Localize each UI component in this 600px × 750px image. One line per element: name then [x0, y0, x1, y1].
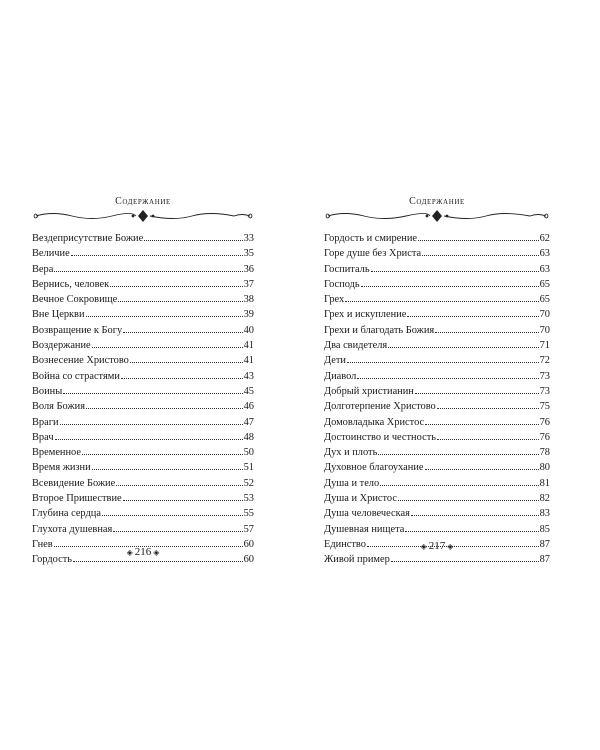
- toc-dot-leader: [123, 332, 242, 333]
- toc-dot-leader: [435, 332, 538, 333]
- folio-ornament-icon: ◈: [447, 542, 454, 551]
- toc-entry-page: 35: [243, 248, 254, 260]
- toc-entry-page: 70: [539, 324, 550, 336]
- toc-entry-page: 48: [243, 431, 254, 443]
- toc-entry-page: 65: [539, 294, 550, 306]
- toc-dot-leader: [82, 454, 243, 455]
- toc-entry-title: Дух и плоть: [324, 447, 378, 459]
- toc-entry-page: 38: [243, 294, 254, 306]
- toc-dot-leader: [425, 469, 539, 470]
- toc-dot-leader: [60, 424, 243, 425]
- toc-entry: [324, 384, 550, 399]
- toc-entry-title: Добрый христианин: [324, 385, 414, 397]
- toc-entry-page: 52: [243, 477, 254, 489]
- toc-entry-title: Враги: [32, 416, 59, 428]
- toc-dot-leader: [92, 347, 243, 348]
- toc-entry-title: Вознесение Христово: [32, 355, 129, 367]
- toc-dot-leader: [86, 408, 243, 409]
- toc-entry-page: 36: [243, 263, 254, 275]
- left-page: [32, 196, 254, 568]
- toc-entry-page: 76: [539, 431, 550, 443]
- toc-dot-leader: [54, 271, 242, 272]
- toc-dot-leader: [422, 255, 538, 256]
- toc-entry: [32, 277, 254, 292]
- toc-entry: [324, 277, 550, 292]
- toc-entry-page: 50: [243, 447, 254, 459]
- toc-dot-leader: [121, 378, 243, 379]
- toc-dot-leader: [380, 485, 538, 486]
- toc-dot-leader: [86, 316, 243, 317]
- toc-entry-title: Всевидение Божие: [32, 477, 116, 489]
- toc-entry: [32, 415, 254, 430]
- toc-entry-title: Грехи и благодать Божия: [324, 324, 435, 336]
- toc-entry: [32, 491, 254, 506]
- toc-entry-title: Душа человеческая: [324, 508, 410, 520]
- toc-entry: [32, 338, 254, 353]
- toc-entry: [32, 506, 254, 521]
- toc-entry: [32, 384, 254, 399]
- right-page: [324, 196, 550, 568]
- toc-entry: [32, 445, 254, 460]
- toc-entry: [324, 292, 550, 307]
- toc-entry-page: 62: [539, 233, 550, 244]
- toc-entry-title: Воля Божия: [32, 401, 85, 413]
- toc-entry-page: 63: [539, 248, 550, 260]
- toc-entry-page: 63: [539, 263, 550, 275]
- toc-entry: [324, 445, 550, 460]
- ornament-divider-left: [32, 209, 254, 223]
- toc-entry-title: Вернись, человек: [32, 278, 110, 290]
- toc-entry: [324, 353, 550, 368]
- toc-dot-leader: [347, 362, 539, 363]
- running-head-right: Содержание: [409, 196, 465, 207]
- toc-entry: [324, 323, 550, 338]
- toc-dot-leader: [55, 439, 243, 440]
- toc-dot-leader: [411, 515, 539, 516]
- page-number-left-value: 216: [134, 546, 152, 558]
- toc-list-left: [32, 231, 254, 568]
- toc-entry: [324, 506, 550, 521]
- toc-entry-title: Гордость: [32, 554, 72, 566]
- toc-entry-page: 72: [539, 355, 550, 367]
- toc-dot-leader: [118, 301, 242, 302]
- toc-dot-leader: [415, 393, 539, 394]
- toc-entry-page: 75: [539, 401, 550, 413]
- toc-entry-page: 82: [539, 493, 550, 505]
- toc-entry: [324, 246, 550, 261]
- toc-entry-page: 85: [539, 523, 550, 535]
- toc-dot-leader: [357, 378, 538, 379]
- toc-entry: [32, 307, 254, 322]
- toc-entry-page: 80: [539, 462, 550, 474]
- toc-dot-leader: [63, 393, 242, 394]
- toc-entry-page: 65: [539, 278, 550, 290]
- toc-entry: [324, 522, 550, 537]
- toc-entry: [32, 292, 254, 307]
- toc-entry-title: Грех и искупление: [324, 309, 407, 321]
- page-number-right: [324, 540, 550, 552]
- toc-entry: [32, 460, 254, 475]
- toc-entry-page: 71: [539, 340, 550, 352]
- toc-entry-page: 53: [243, 493, 254, 505]
- toc-entry-page: 87: [539, 538, 550, 550]
- toc-dot-leader: [437, 408, 539, 409]
- toc-entry: [324, 476, 550, 491]
- toc-entry-page: 70: [539, 309, 550, 321]
- toc-entry-title: Вездеприсутствие Божие: [32, 233, 144, 244]
- toc-entry: [324, 415, 550, 430]
- toc-entry-title: Воздержание: [32, 340, 91, 352]
- toc-entry-page: 81: [539, 477, 550, 489]
- toc-dot-leader: [418, 240, 539, 241]
- toc-entry-page: 60: [243, 538, 254, 550]
- toc-entry-page: 83: [539, 508, 550, 520]
- toc-entry-page: 47: [243, 416, 254, 428]
- toc-entry-title: Вне Церкви: [32, 309, 85, 321]
- page-number-right-value: 217: [428, 540, 446, 552]
- toc-entry-title: Долготерпение Христово: [324, 401, 436, 413]
- toc-entry-title: Глухота душевная: [32, 523, 113, 535]
- folio-ornament-icon: ◈: [153, 548, 160, 557]
- toc-dot-leader: [407, 316, 538, 317]
- toc-list-right: [324, 231, 550, 568]
- toc-entry: [324, 430, 550, 445]
- toc-dot-leader: [425, 424, 538, 425]
- toc-entry-title: Гнев: [32, 538, 53, 550]
- toc-entry: [32, 353, 254, 368]
- toc-entry-title: Глубина сердца: [32, 508, 101, 520]
- toc-entry-page: 46: [243, 401, 254, 413]
- toc-entry-page: 33: [243, 233, 254, 244]
- toc-entry-page: 45: [243, 385, 254, 397]
- toc-entry-title: Домовладыка Христос: [324, 416, 425, 428]
- toc-entry: [32, 399, 254, 414]
- toc-entry-page: 87: [539, 554, 550, 566]
- folio-ornament-icon: ◈: [126, 548, 133, 557]
- toc-entry-title: Единство: [324, 538, 366, 550]
- toc-dot-leader: [388, 347, 538, 348]
- toc-entry-title: Гордость и смирение: [324, 233, 418, 244]
- toc-entry-page: 39: [243, 309, 254, 321]
- toc-dot-leader: [378, 454, 538, 455]
- toc-entry-title: Вечное Сокровище: [32, 294, 118, 306]
- toc-entry-title: Вера: [32, 263, 54, 275]
- toc-entry-title: Диавол: [324, 370, 357, 382]
- toc-entry: [324, 369, 550, 384]
- toc-entry-page: 43: [243, 370, 254, 382]
- toc-entry-title: Душевная нищета: [324, 523, 405, 535]
- toc-entry-title: Возвращение к Богу: [32, 324, 123, 336]
- toc-entry: [324, 399, 550, 414]
- toc-entry-page: 37: [243, 278, 254, 290]
- toc-entry: [324, 552, 550, 567]
- page-number-left: [32, 546, 254, 558]
- toc-entry-title: Второе Пришествие: [32, 493, 122, 505]
- toc-entry-title: Духовное благоухание: [324, 462, 424, 474]
- toc-entry-title: Горе душе без Христа: [324, 248, 422, 260]
- toc-entry-page: 78: [539, 447, 550, 459]
- toc-entry-page: 41: [243, 355, 254, 367]
- toc-entry-title: Душа и тело: [324, 477, 380, 489]
- ornament-divider-right: [324, 209, 550, 223]
- toc-dot-leader: [130, 362, 243, 363]
- toc-entry-title: Живой пример: [324, 554, 390, 566]
- running-head-left: Содержание: [115, 196, 171, 207]
- toc-dot-leader: [144, 240, 242, 241]
- toc-entry-page: 57: [243, 523, 254, 535]
- toc-entry: [32, 430, 254, 445]
- toc-entry-title: Два свидетеля: [324, 340, 388, 352]
- toc-entry: [32, 231, 254, 246]
- toc-dot-leader: [92, 469, 243, 470]
- toc-entry-title: Дети: [324, 355, 346, 367]
- toc-entry-page: 41: [243, 340, 254, 352]
- toc-dot-leader: [398, 500, 539, 501]
- toc-entry-title: Время жизни: [32, 462, 91, 474]
- toc-entry-page: 73: [539, 370, 550, 382]
- toc-entry-title: Госпиталь: [324, 263, 370, 275]
- toc-dot-leader: [73, 561, 243, 562]
- toc-dot-leader: [116, 485, 242, 486]
- toc-entry-page: 51: [243, 462, 254, 474]
- toc-dot-leader: [361, 286, 539, 287]
- toc-entry: [324, 338, 550, 353]
- toc-entry-title: Война со страстями: [32, 370, 120, 382]
- toc-entry: [32, 246, 254, 261]
- toc-entry-page: 76: [539, 416, 550, 428]
- toc-entry: [324, 231, 550, 246]
- toc-dot-leader: [437, 439, 539, 440]
- toc-dot-leader: [405, 531, 538, 532]
- toc-dot-leader: [371, 271, 539, 272]
- toc-entry-page: 60: [243, 554, 254, 566]
- toc-dot-leader: [391, 561, 539, 562]
- toc-entry: [32, 522, 254, 537]
- toc-dot-leader: [110, 286, 242, 287]
- toc-entry-page: 73: [539, 385, 550, 397]
- toc-entry-title: Временное: [32, 447, 81, 459]
- toc-entry-title: Величие: [32, 248, 70, 260]
- toc-dot-leader: [123, 500, 243, 501]
- toc-entry: [324, 491, 550, 506]
- toc-entry-page: 55: [243, 508, 254, 520]
- toc-entry: [324, 307, 550, 322]
- toc-dot-leader: [102, 515, 243, 516]
- toc-dot-leader: [345, 301, 538, 302]
- toc-entry-title: Душа и Христос: [324, 493, 397, 505]
- toc-dot-leader: [113, 531, 242, 532]
- toc-entry: [32, 262, 254, 277]
- toc-entry: [32, 369, 254, 384]
- toc-dot-leader: [71, 255, 243, 256]
- toc-entry-title: Господь: [324, 278, 360, 290]
- toc-entry-title: Воины: [32, 385, 63, 397]
- toc-entry: [324, 460, 550, 475]
- toc-entry-title: Достоинство и честность: [324, 431, 436, 443]
- folio-ornament-icon: ◈: [420, 542, 427, 551]
- toc-entry: [324, 262, 550, 277]
- toc-entry-title: Врач: [32, 431, 54, 443]
- toc-entry-page: 40: [243, 324, 254, 336]
- toc-entry: [32, 476, 254, 491]
- toc-entry-title: Грех: [324, 294, 345, 306]
- toc-entry: [32, 323, 254, 338]
